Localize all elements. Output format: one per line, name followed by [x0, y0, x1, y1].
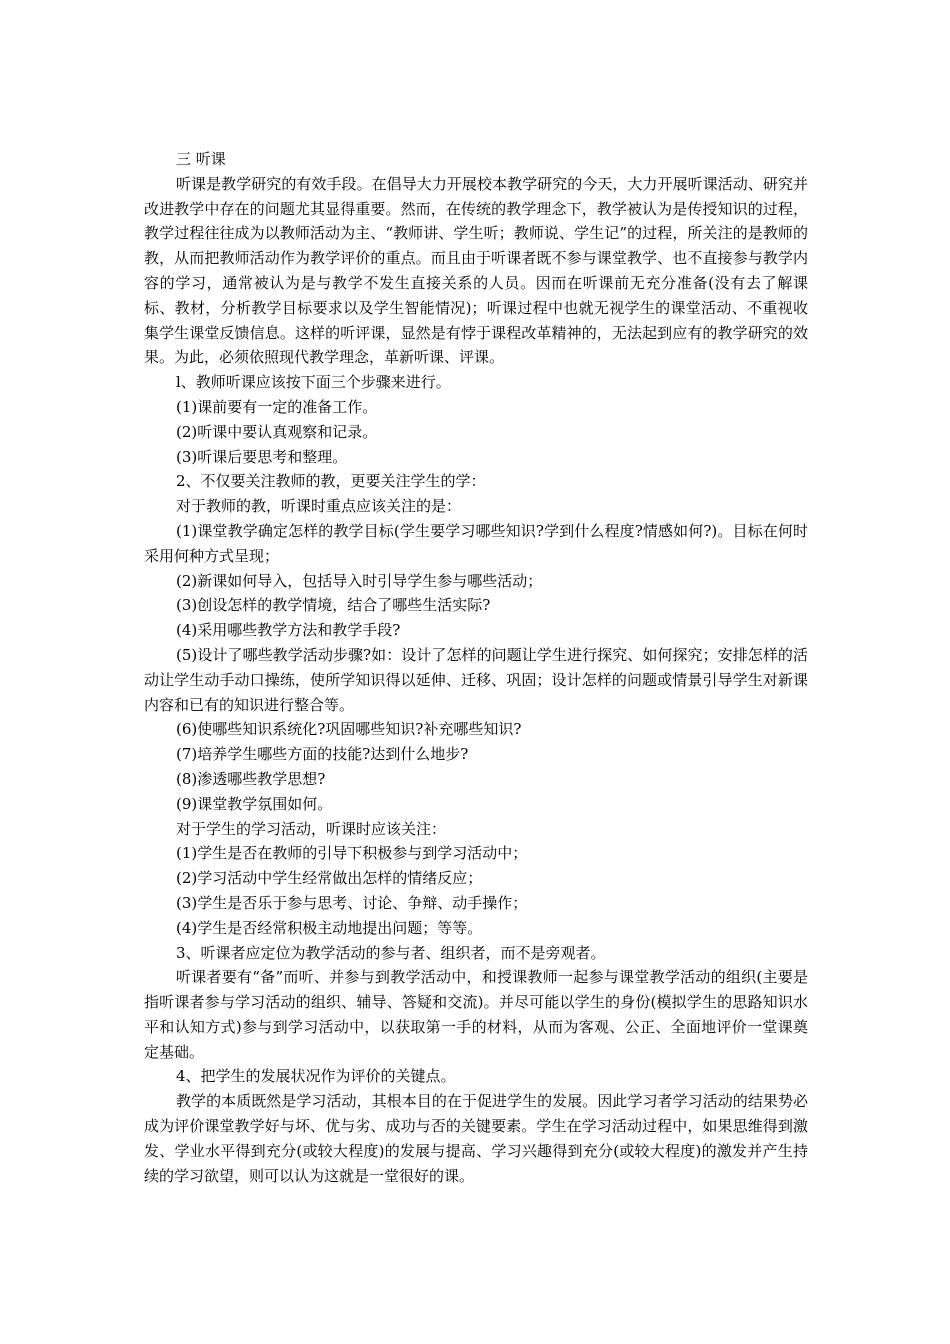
- list-item: (2)听课中要认真观察和记录。: [176, 422, 378, 441]
- list-item: (3)听课后要思考和整理。: [176, 447, 348, 466]
- list-item: (4)学生是否经常积极主动地提出问题；等等。: [176, 918, 483, 937]
- list-item: (4)采用哪些教学方法和教学手段?: [176, 621, 401, 640]
- list-item: (2)学习活动中学生经常做出怎样的情绪反应；: [176, 869, 483, 888]
- list-item: (5)设计了哪些教学活动步骤?如：设计了怎样的问题让学生进行探究、如何探究；安排怎样的活动让学生动手动口操练，使所学知识得以延伸、迁移、巩固；设计怎样的问题或情景引导学生对新课内容和已有的知识进行整合等。: [144, 645, 808, 714]
- section-heading: 三 听课: [176, 150, 226, 168]
- list-item: (6)使哪些知识系统化?巩固哪些知识?补充哪些知识?: [176, 720, 522, 739]
- paragraph: 听课者要有“备”而听、并参与到教学活动中，和授课教师一起参与课堂教学活动的组织(主要是指听课者参与学习活动的组织、辅导、答疑和交流)。并尽可能以学生的身份(模拟学生的思路知识水平和认知方式)参与到学习活动中，以获取第一手的材料，从而为客观、公正、全面地评价一堂课奠定基础。: [144, 968, 808, 1061]
- list-item: (8)渗透哪些教学思想?: [176, 769, 326, 788]
- paragraph: 对于教师的教，听课时重点应该关注的是：: [176, 497, 462, 516]
- paragraph: 听课是教学研究的有效手段。在倡导大力开展校本教学研究的今天，大力开展听课活动、研究并改进教学中存在的问题尤其显得重要。然而，在传统的教学理念下，教学被认为是传授知识的过程，教学过程往往成为以教师活动为主、“教师讲、学生听；教师说、学生记”的过程，所关注的是教师的教，从而把教师活动作为教学评价的重点。而且由于听课者既不参与课堂教学、也不直接参与教学内容的学习，通常被认为是与教学不发生直接关系的人员。因而在听课前无充分准备(没有去了解课标、教材，分析教学目标要求以及学生智能情况)；听课过程中也就无视学生的课堂活动、不重视收集学生课堂反馈信息。这样的听评课，显然是有悖于课程改革精神的，无法起到应有的教学研究的效果。为此，必须依照现代教学理念，革新听课、评课。: [144, 174, 808, 367]
- document-body: [144, 147, 808, 1188]
- paragraph: 4、把学生的发展状况作为评价的关键点。: [176, 1067, 456, 1086]
- list-item: (7)培养学生哪些方面的技能?达到什么地步?: [176, 745, 469, 764]
- list-item: (3)创设怎样的教学情境，结合了哪些生活实际?: [176, 596, 491, 615]
- list-item: (9)课堂教学氛围如何。: [176, 794, 333, 813]
- paragraph: 对于学生的学习活动，听课时应该关注：: [176, 819, 447, 838]
- list-item: (3)学生是否乐于参与思考、讨论、争辩、动手操作；: [176, 893, 528, 912]
- paragraph: 2、不仅要关注教师的教，更要关注学生的学：: [176, 472, 486, 491]
- list-item: (1)学生是否在教师的引导下积极参与到学习活动中；: [176, 844, 528, 863]
- paragraph: l、教师听课应该按下面三个步骤来进行。: [176, 373, 451, 392]
- paragraph: 3、听课者应定位为教学活动的参与者、组织者，而不是旁观者。: [176, 943, 606, 962]
- list-item: (1)课堂教学确定怎样的教学目标(学生要学习哪些知识?学到什么程度?情感如何?)。目标在何时采用何种方式呈现；: [144, 521, 808, 565]
- paragraph: 教学的本质既然是学习活动，其根本目的在于促进学生的发展。因此学习者学习活动的结果势必成为评价课堂教学好与坏、优与劣、成功与否的关键要素。学生在学习活动过程中，如果思维得到激发、学业水平得到充分(或较大程度)的发展与提高、学习兴趣得到充分(或较大程度)的激发并产生持续的学习欲望，则可以认为这就是一堂很好的课。: [144, 1092, 808, 1185]
- list-item: (1)课前要有一定的准备工作。: [176, 397, 378, 416]
- list-item: (2)新课如何导入，包括导入时引导学生参与哪些活动；: [176, 571, 543, 590]
